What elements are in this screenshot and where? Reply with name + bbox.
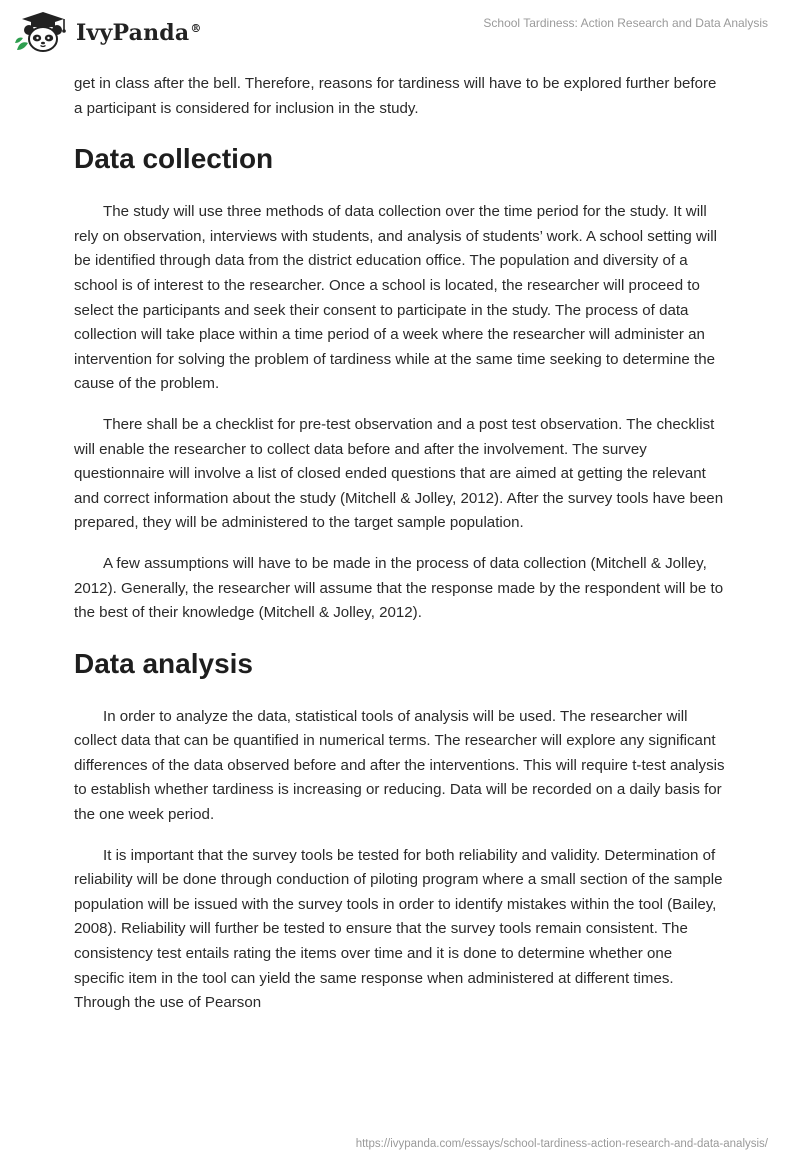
paragraph-collection-2: There shall be a checklist for pre-test observation and a post test observation. The checklist will enable the researcher to collect data before and after the involvement. The survey questionnaire will involve a list of closed ended questions that are aimed at getting the relevant and correct information about the study (Mitchell & Jolley, 2012). After the survey tools have been prepared, they will be administered to the target sample population. bbox=[74, 415, 724, 532]
panda-graduate-icon bbox=[14, 10, 72, 54]
document-title: School Tardiness: Action Research and Data Analysis bbox=[483, 16, 768, 30]
paragraph-analysis-1: In order to analyze the data, statistical tools of analysis will be used. The researcher will collect data that can be quantified in numerical terms. The researcher will explore any significant differences of the data observed before and after the interventions. This will require t-test analysis to establish whether tardiness is increasing or reducing. Data will be recorded on a daily basis for the one week period. bbox=[74, 707, 725, 824]
page-header bbox=[0, 0, 800, 60]
paragraph-collection-1: The study will use three methods of data collection over the time period for the study. It will rely on observation, interviews with students, and analysis of students’ work. A school setting will be identified through data from the district education office. The population and diversity of a school is of interest to the researcher. Once a school is located, the researcher will proceed to select the participants and seek their consent to participate in the study. The process of data collection will take place within a time period of a week where the researcher will administer an intervention for solving the problem of tardiness while at the same time seeking to determine the cause of the problem. bbox=[74, 203, 717, 393]
footer-source-url[interactable]: https://ivypanda.com/essays/school-tardiness-action-research-and-data-analysis/ bbox=[355, 1138, 768, 1150]
heading-data-collection: Data collection bbox=[74, 143, 274, 175]
heading-data-analysis: Data analysis bbox=[74, 647, 253, 679]
paragraph-analysis-2: It is important that the survey tools be tested for both reliability and validity. Determination of reliability will be done through conduction of piloting program where a small section of the sample population will be issued with the survey tools in order to identify mistakes within the tool (Bailey, 2008). Reliability will further be tested to ensure that the survey tools remain consistent. The consistency test entails rating the items over time and it is done to determine whether one specific item in the tool can yield the same response when administered at different times. Through the use of Pearson bbox=[74, 846, 723, 1012]
ivypanda-logo[interactable] bbox=[14, 10, 202, 54]
article-body bbox=[74, 72, 726, 1032]
brand-name: IvyPanda® bbox=[76, 20, 202, 46]
registered-mark: ® bbox=[190, 21, 202, 35]
paragraph-collection-3: A few assumptions will have to be made in the process of data collection (Mitchell & Jolley, 2012). Generally, the researcher will assume that the response made by the respondent will be to the best of their knowledge (Mitchell & Jolley, 2012). bbox=[74, 554, 724, 622]
paragraph-intro: get in class after the bell. Therefore, reasons for tardiness will have to be explored further before a participant is considered for inclusion in the study. bbox=[74, 75, 717, 117]
